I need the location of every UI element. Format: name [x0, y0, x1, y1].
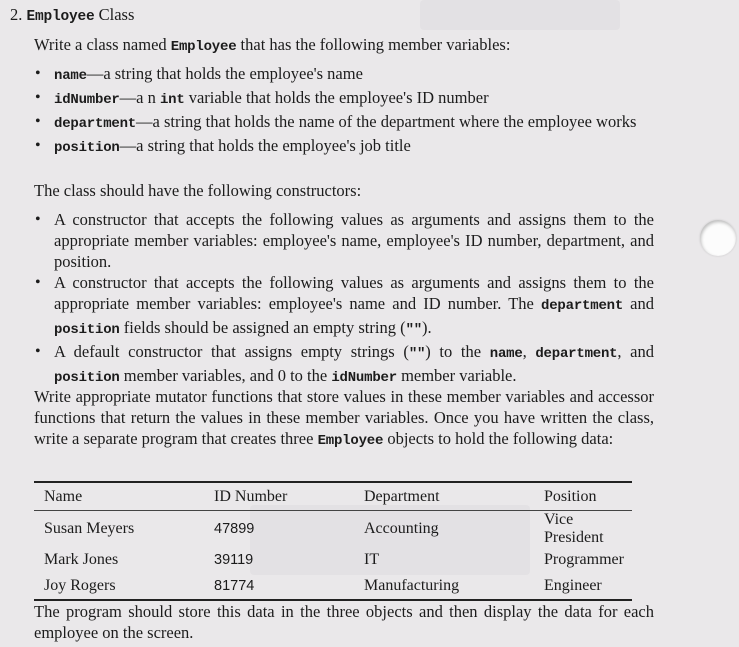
table-cell: Vice President [544, 511, 604, 546]
column-header: Department [364, 487, 440, 505]
table-cell: IT [364, 551, 380, 568]
table-cell: Susan Meyers [44, 520, 135, 537]
list-item: • department—a string that holds the name of the department where the employee works [35, 112, 637, 132]
table-cell: Manufacturing [364, 577, 460, 594]
list-item: • idNumber—a n int variable that holds the employee's ID number [35, 88, 489, 108]
constructor-list [34, 209, 654, 389]
intro-paragraph: Write a class named Employee that has the following member variables: [34, 35, 511, 55]
list-item: • position—a string that holds the employee's job title [35, 136, 411, 156]
exercise-heading [10, 5, 134, 25]
table-row [34, 511, 632, 548]
employee-data-table [34, 481, 632, 601]
table-cell: Mark Jones [44, 551, 119, 568]
list-item: • name—a string that holds the employee's name [35, 64, 363, 84]
heading-word: Class [98, 5, 135, 24]
table-cell: Engineer [544, 577, 602, 594]
list-item: • A default constructor that assigns empty strings ("") to the name, department, and position member variables, and 0 to the idNumber member variable. [35, 342, 654, 386]
closing-paragraph: The program should store this data in the three objects and then display the data for each employee on the screen. [34, 602, 654, 642]
table-cell: 39119 [214, 552, 254, 568]
bleed-through [420, 0, 620, 30]
table-cell: Joy Rogers [44, 577, 116, 594]
list-item: • A constructor that accepts the following values as arguments and assigns them to the appropriate member variables: employee's name and ID number. The department and position fields should be assigned an empty string (""). [35, 273, 655, 338]
mutator-paragraph: Write appropriate mutator functions that store values in these member variables and accessor functions that return the values in these member variables. Once you have written the class, write a separate program that creates three Employee objects to hold the following data: [34, 387, 654, 449]
column-header: Name [44, 487, 83, 505]
table-row [34, 547, 632, 573]
table-cell: Programmer [544, 551, 624, 568]
constructors-intro: The class should have the following constructors: [34, 181, 362, 200]
table-row [34, 573, 632, 600]
heading-class-name: Employee [26, 9, 95, 25]
member-variable-list [34, 63, 654, 159]
table-cell: 47899 [214, 521, 255, 537]
table-header-row [34, 482, 632, 511]
exercise-number: 2. [10, 5, 23, 24]
table-cell: 81774 [214, 578, 255, 594]
column-header: Position [544, 487, 597, 505]
column-header: ID Number [214, 487, 288, 505]
list-item: • A constructor that accepts the following values as arguments and assigns them to the appropriate member variables: employee's name, employee's ID number, department, and position. [35, 210, 654, 271]
binder-hole [700, 220, 736, 256]
table-cell: Accounting [364, 520, 439, 537]
